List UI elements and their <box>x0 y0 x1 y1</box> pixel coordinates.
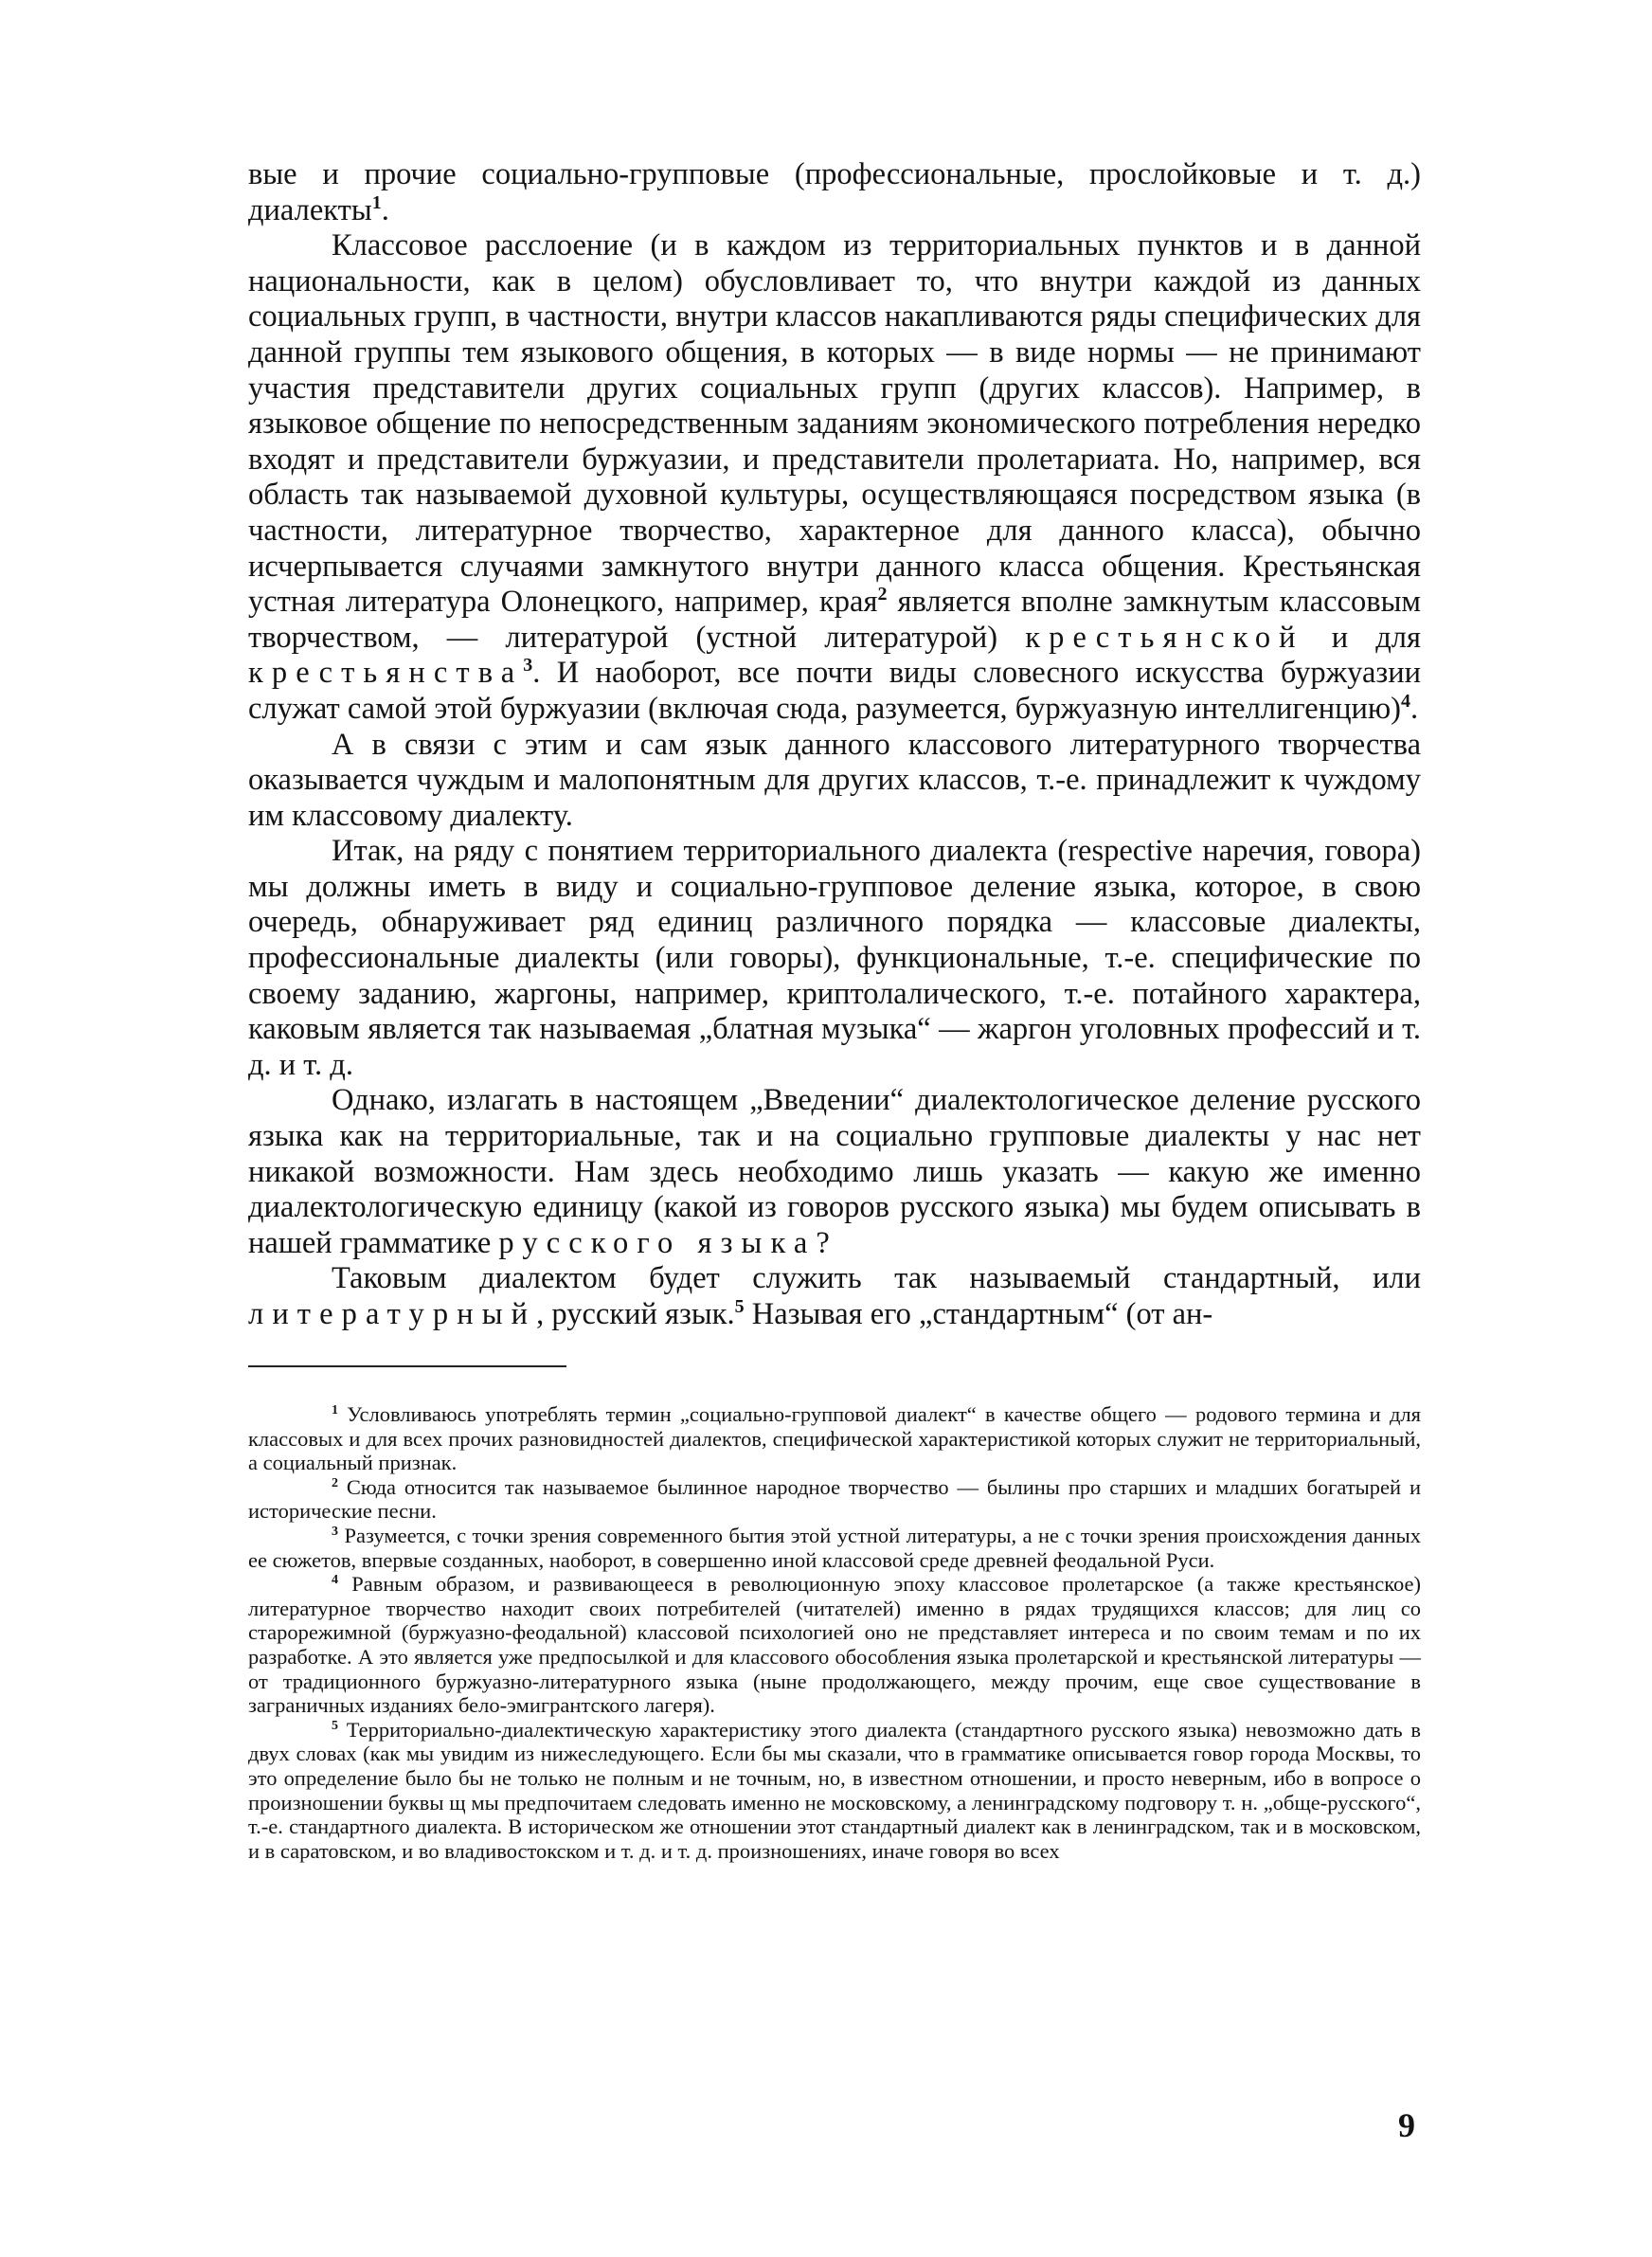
footnote-mark: 4 <box>332 1573 338 1588</box>
paragraph-standard-dialect <box>248 1261 1421 1332</box>
footnote <box>248 1718 1421 1864</box>
footnote-mark: 3 <box>332 1524 338 1539</box>
emphasis-text: крестьянства <box>248 656 524 691</box>
text-run: Называя его „стандартным“ (от ан- <box>744 1297 1213 1331</box>
footnote-ref-2[interactable]: 2 <box>877 584 888 605</box>
emphasis-text: литературный <box>248 1297 537 1331</box>
footnote-mark: 1 <box>332 1403 338 1417</box>
footnote-mark: 5 <box>332 1718 338 1733</box>
footnote-ref-3[interactable]: 3 <box>523 655 533 677</box>
text-run: вые и прочие социально-групповые (профессиональные, прослойковые и т. д.) диалекты <box>248 157 1421 227</box>
emphasis-text: крестьянской <box>1025 620 1304 655</box>
paragraph-class-literature: А в связи с этим и сам язык данного классового литературного творчества оказывается чуждым и малопонятным для других классов, т.-е. принадлежит к чуждому им классовому диалекту. <box>248 727 1421 833</box>
footnote-ref-1[interactable]: 1 <box>371 191 382 213</box>
text-run: и для <box>1303 620 1421 655</box>
text-run: Классовое расслоение (и в каждом из территориальных пунктов и в данной национальности, как в целом) обусловливает то, что внутри каждой из данных социальных групп, в частности, внутри классов накапливаются ряды специфических для данной группы тем языкового общения, в которых — в виде нормы — не принимают участия представители других социальных групп (других классов). Например, в языковое общение по непосредственным заданиям экономического потребления нередко входят и представители буржуазии, и представители пролетариата. Но, например, вся область так называемой духовной культуры, осуществляющаяся посредством языка (в частности, литературное творчество, характерное для данного класса), обычно исчерпывается случаями замкнутого внутри данного класса общения. Крестьянская устная литература Олонецкого, например, края <box>248 228 1421 620</box>
paragraph-dialect-types: Итак, на ряду с понятием территориального диалекта (respective наречия, говора) мы должны иметь в виду и социально-групповое деление языка, которое, в свою очередь, обнаруживает ряд единиц различного порядка — классовые диалекты, профессиональные диалекты (или говоры), функциональные, т.-е. специфические по своему заданию, жаргоны, например, криптолалического, т.-е. потайного характера, каковым является так называемая „блатная музыка“ — жаргон уголовных профессий и т. д. и т. д. <box>248 834 1421 1082</box>
paragraph-continuation <box>248 157 1421 228</box>
text-run: является вполне замкнутым классовым творчеством, — литературой (устной литературой) <box>248 585 1421 655</box>
paragraph-class-stratification <box>248 228 1421 727</box>
text-run: . <box>1410 691 1419 726</box>
text-run: . И наоборот, все почти виды словесного искусства буржуазии служат самой этой буржуазии (включая сюда, разумеется, буржуазную интеллигенцию) <box>248 656 1421 726</box>
text-run: Таковым диалектом будет служить так называемый стандартный, или <box>332 1261 1421 1296</box>
text-run: ? <box>816 1225 830 1260</box>
footnote <box>248 1572 1421 1718</box>
paragraph-introduction-scope <box>248 1083 1421 1261</box>
footnote-ref-5[interactable]: 5 <box>734 1296 745 1317</box>
footnote <box>248 1524 1421 1572</box>
text-run: . <box>381 192 389 227</box>
footnote-ref-4[interactable]: 4 <box>1401 690 1411 712</box>
main-text <box>248 157 1421 1333</box>
emphasis-text: русского языка <box>498 1225 817 1260</box>
page-number: 9 <box>1398 2106 1415 2144</box>
footnote-text: Условливаюсь употреблять термин „социально-групповой диалект“ в качестве общего — родового термина и для классовых и для всех прочих разновидностей диалектов, специфической характеристикой которых служит не территориальный, а социальный признак. <box>248 1402 1422 1475</box>
footnote-text: Территориально-диалектическую характеристику этого диалекта (стандартного русского языка) невозможно дать в двух словах (как мы увидим из нижеследующего. Если бы мы сказали, что в грамматике описывается говор города Москвы, то это определение было бы не только не полным и не точным, но, в известном отношении, и просто неверным, ибо в вопросе о произношении буквы щ мы предпочитаем следовать именно не московскому, а ленинградскому подговору т. н. „обще-русского“, т.-е. стандартного диалекта. В историческом же отношении этот стандартный диалект как в ленинградском, так и в московском, и в саратовском, и во владивостокском и т. д. и т. д. произношениях, иначе говоря во всех <box>248 1717 1422 1863</box>
footnote-separator <box>248 1365 566 1367</box>
footnote-text: Разумеется, с точки зрения современного бытия этой устной литературы, а не с точки зрения происхождения данных ее сюжетов, впервые созданных, наоборот, в совершенно иной классовой среде древней феодальной Руси. <box>248 1523 1422 1572</box>
footnote-mark: 2 <box>332 1475 338 1490</box>
footnote-text: Сюда относится так называемое былинное народное творчество — былины про старших и младших богатырей и исторические песни. <box>248 1474 1421 1524</box>
footnotes <box>248 1402 1421 1863</box>
text-run: Однако, излагать в настоящем „Введении“ диалектологическое деление русского языка как на территориальные, так и на социально групповые диалекты у нас нет никакой возможности. Нам здесь необходимо лишь указать — какую же именно диалектологическую единицу (какой из говоров русского языка) мы будем описывать в нашей грамматике <box>248 1083 1421 1260</box>
footnote <box>248 1475 1421 1524</box>
footnote-text: Равным образом, и развивающееся в революционную эпоху классовое пролетарское (а также крестьянское) литературное творчество находит своих потребителей (читателей) именно в рядах трудящихся классов; для лиц со старорежимной (буржуазно-феодальной) классовой психологией оно не представляет интереса и по своим темам и по их разработке. А это является уже предпосылкой и для классового обособления языка пролетарской и крестьянской литературы — от традиционного буржуазно-литературного языка (ныне продолжающего, между прочим, еще свое существование в заграничных изданиях бело-эмигрантского лагеря). <box>248 1572 1421 1718</box>
footnote <box>248 1402 1421 1475</box>
text-run: , русский язык. <box>536 1297 735 1331</box>
